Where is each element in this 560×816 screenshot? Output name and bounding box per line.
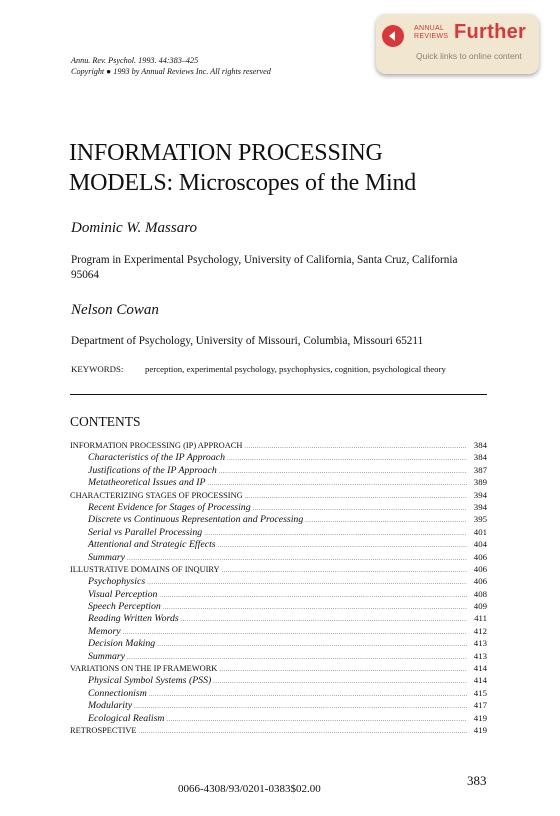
- contents-heading: CONTENTS: [70, 414, 141, 429]
- toc-subsection-entry[interactable]: [70, 538, 487, 550]
- toc-subsection-entry[interactable]: [70, 612, 487, 624]
- toc-leader-dots: [218, 540, 467, 552]
- article-title: [69, 138, 416, 198]
- toc-section-entry[interactable]: [70, 662, 487, 674]
- toc-entry-page: 394: [473, 501, 487, 512]
- toc-entry-page: 414: [473, 675, 487, 686]
- toc-entry-page: 404: [473, 539, 487, 550]
- toc-leader-dots: [123, 627, 467, 639]
- toc-entry-label: Reading Written Words: [88, 613, 179, 625]
- toc-leader-dots: [163, 602, 467, 614]
- toc-leader-dots: [227, 453, 467, 465]
- toc-leader-dots: [219, 664, 467, 676]
- journal-citation: [71, 55, 271, 77]
- toc-entry-label: Visual Perception: [88, 588, 158, 600]
- toc-leader-dots: [181, 614, 467, 626]
- title-line-2: MODELS: Microscopes of the Mind: [69, 170, 417, 196]
- toc-subsection-entry[interactable]: [70, 699, 487, 711]
- toc-entry-page: 395: [473, 514, 487, 525]
- toc-entry-page: 389: [473, 477, 487, 488]
- author-name: Nelson Cowan: [71, 302, 159, 318]
- toc-entry-page: 406: [473, 576, 487, 587]
- annual-reviews-further-badge[interactable]: [376, 14, 539, 74]
- toc-entry-label: Modularity: [88, 700, 133, 712]
- toc-entry-label: VARIATIONS ON THE IP FRAMEWORK: [70, 664, 218, 674]
- toc-leader-dots: [166, 714, 467, 726]
- toc-entry-label: INFORMATION PROCESSING (IP) APPROACH: [70, 441, 243, 450]
- toc-leader-dots: [222, 565, 467, 577]
- toc-entry-page: 408: [473, 588, 487, 599]
- toc-entry-label: Ecological Realism: [88, 712, 165, 724]
- toc-subsection-entry[interactable]: [70, 476, 487, 488]
- copyright-line: Copyright ● 1993 by Annual Reviews Inc. All rights reserved: [71, 67, 271, 76]
- toc-leader-dots: [149, 689, 467, 701]
- toc-entry-page: 412: [473, 625, 487, 636]
- toc-subsection-entry[interactable]: [70, 551, 487, 563]
- toc-entry-page: 411: [474, 613, 487, 624]
- toc-entry-page: 394: [473, 489, 487, 500]
- toc-subsection-entry[interactable]: [70, 588, 487, 600]
- author-affiliation: Department of Psychology, University of Missouri, Columbia, Missouri 65211: [71, 335, 424, 347]
- toc-entry-page: 384: [473, 452, 487, 463]
- toc-entry-label: Physical Symbol Systems (PSS): [88, 675, 212, 687]
- issn-code: 0066-4308/93/0201-0383$02.00: [178, 783, 321, 795]
- toc-entry-page: 414: [473, 663, 487, 674]
- toc-leader-dots: [207, 478, 467, 490]
- toc-subsection-entry[interactable]: [70, 501, 487, 513]
- table-of-contents: [70, 439, 487, 736]
- toc-entry-label: Decision Making: [88, 638, 156, 650]
- toc-subsection-entry[interactable]: [70, 575, 487, 587]
- toc-subsection-entry[interactable]: [70, 687, 487, 699]
- toc-subsection-entry[interactable]: [70, 637, 487, 649]
- toc-entry-label: Recent Evidence for Stages of Processing: [88, 501, 251, 513]
- toc-leader-dots: [213, 676, 467, 688]
- toc-leader-dots: [139, 726, 467, 738]
- toc-entry-label: Summary: [88, 551, 126, 563]
- toc-leader-dots: [219, 466, 467, 478]
- author-name: Dominic W. Massaro: [71, 220, 197, 236]
- annual-reviews-logo-text: ANNUAL REVIEWS: [414, 25, 449, 40]
- toc-leader-dots: [157, 639, 467, 651]
- toc-entry-label: Speech Perception: [88, 601, 161, 613]
- toc-entry-page: 401: [473, 526, 487, 537]
- toc-subsection-entry[interactable]: [70, 451, 487, 463]
- toc-leader-dots: [305, 515, 467, 527]
- title-line-1: INFORMATION PROCESSING: [69, 140, 383, 166]
- toc-entry-page: 413: [473, 650, 487, 661]
- toc-subsection-entry[interactable]: [70, 600, 487, 612]
- toc-entry-label: Justifications of the IP Approach: [88, 464, 217, 476]
- toc-entry-label: CHARACTERIZING STAGES OF PROCESSING: [70, 490, 243, 500]
- toc-entry-label: Attentional and Strategic Effects: [88, 539, 216, 551]
- toc-entry-label: Summary: [88, 650, 126, 662]
- toc-entry-label: Serial vs Parallel Processing: [88, 526, 203, 538]
- toc-subsection-entry[interactable]: [70, 464, 487, 476]
- keywords-text: perception, experimental psychology, psychophysics, cognition, psychological theory: [145, 364, 446, 374]
- toc-leader-dots: [159, 590, 467, 602]
- further-subtitle: Quick links to online content: [416, 51, 522, 61]
- toc-entry-label: Characteristics of the IP Approach: [88, 452, 225, 464]
- toc-entry-page: 413: [473, 638, 487, 649]
- toc-section-entry[interactable]: [70, 489, 487, 501]
- toc-entry-page: 419: [473, 712, 487, 723]
- toc-subsection-entry[interactable]: [70, 625, 487, 637]
- citation-line: Annu. Rev. Psychol. 1993. 44:383–425: [71, 56, 199, 65]
- toc-entry-label: Connectionism: [88, 687, 147, 699]
- toc-leader-dots: [147, 577, 467, 589]
- toc-subsection-entry[interactable]: [70, 526, 487, 538]
- toc-entry-label: ILLUSTRATIVE DOMAINS OF INQUIRY: [70, 564, 220, 574]
- page-number: 383: [467, 773, 487, 788]
- toc-section-entry[interactable]: [70, 439, 487, 451]
- toc-entry-page: 409: [473, 601, 487, 612]
- further-wordmark: Further: [454, 21, 527, 43]
- toc-entry-page: 419: [473, 724, 487, 735]
- speaker-play-icon: [382, 25, 404, 47]
- toc-entry-page: 406: [473, 563, 487, 574]
- toc-entry-label: RETROSPECTIVE: [70, 725, 137, 735]
- toc-entry-label: Psychophysics: [88, 576, 146, 588]
- toc-subsection-entry[interactable]: [70, 513, 487, 525]
- toc-entry-page: 417: [473, 700, 487, 711]
- toc-entry-page: 415: [473, 687, 487, 698]
- toc-section-entry[interactable]: [70, 724, 487, 736]
- author-affiliation: Program in Experimental Psychology, University of California, Santa Cruz, California 95064: [71, 254, 458, 281]
- divider: [70, 394, 487, 395]
- toc-leader-dots: [134, 701, 467, 713]
- toc-subsection-entry[interactable]: [70, 712, 487, 724]
- toc-entry-label: Discrete vs Continuous Representation and Processing: [88, 514, 304, 526]
- toc-entry-page: 384: [473, 440, 487, 450]
- keywords-label: KEYWORDS:: [71, 364, 124, 374]
- toc-subsection-entry[interactable]: [70, 674, 487, 686]
- toc-leader-dots: [245, 491, 467, 503]
- toc-entry-label: Memory: [88, 625, 121, 637]
- toc-leader-dots: [244, 441, 467, 453]
- toc-leader-dots: [204, 528, 467, 540]
- toc-entry-label: Metatheoretical Issues and IP: [88, 477, 206, 489]
- toc-entry-page: 387: [473, 464, 487, 475]
- toc-subsection-entry[interactable]: [70, 650, 487, 662]
- toc-entry-page: 406: [473, 551, 487, 562]
- toc-section-entry[interactable]: [70, 563, 487, 575]
